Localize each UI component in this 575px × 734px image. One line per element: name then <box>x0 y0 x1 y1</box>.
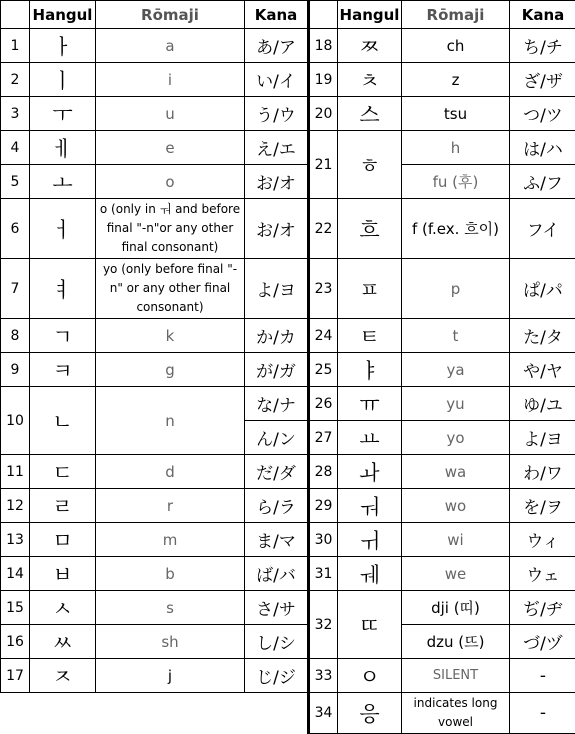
romaji-cell: e <box>96 131 245 165</box>
romaji-cell: k <box>96 319 245 353</box>
table-row <box>309 557 575 591</box>
table-row <box>309 421 575 455</box>
table-row <box>309 97 575 131</box>
row-number: 31 <box>309 557 338 591</box>
hangul-cell: ㅍ <box>338 259 402 319</box>
hangul-cell: ㅏ <box>30 29 96 63</box>
kana-cell: ウィ <box>510 523 575 557</box>
row-number: 18 <box>309 29 338 63</box>
romaji-cell: m <box>96 523 245 557</box>
header-num <box>1 1 30 29</box>
kana-cell: え/エ <box>245 131 308 165</box>
romaji-cell: d <box>96 455 245 489</box>
romaji-cell: s <box>96 591 245 625</box>
romaji-cell: ch <box>402 29 510 63</box>
row-number: 15 <box>1 591 30 625</box>
header-hangul: Hangul <box>338 1 402 29</box>
hangul-cell: ㅌ <box>338 319 402 353</box>
table-row <box>309 319 575 353</box>
row-number: 20 <box>309 97 338 131</box>
header-romaji: Rōmaji <box>402 1 510 29</box>
header-kana: Kana <box>245 1 308 29</box>
kana-cell: ざ/ザ <box>510 63 575 97</box>
hangul-cell: ㅠ <box>338 387 402 421</box>
row-number: 34 <box>309 693 338 734</box>
kana-cell: か/カ <box>245 319 308 353</box>
kana-cell: ま/マ <box>245 523 308 557</box>
kana-cell: - <box>510 659 575 693</box>
row-number: 10 <box>1 387 30 455</box>
table-row <box>309 199 575 259</box>
kana-cell: あ/ア <box>245 29 308 63</box>
hangul-cell: ㅟ <box>338 523 402 557</box>
kana-cell: ぢ/ヂ <box>510 591 575 625</box>
romaji-cell: g <box>96 353 245 387</box>
table-row <box>309 259 575 319</box>
hangul-cell: ㅅ <box>30 591 96 625</box>
row-number: 19 <box>309 63 338 97</box>
table-row <box>1 387 308 421</box>
romaji-cell: r <box>96 489 245 523</box>
table-row <box>309 353 575 387</box>
hangul-cell: 응 <box>338 693 402 734</box>
hangul-cell: ㅆ <box>30 625 96 659</box>
row-number: 25 <box>309 353 338 387</box>
romaji-cell: sh <box>96 625 245 659</box>
hangul-cell: ㅈ <box>30 659 96 693</box>
hangul-cell: ㄴ <box>30 387 96 455</box>
header-romaji: Rōmaji <box>96 1 245 29</box>
row-number: 1 <box>1 29 30 63</box>
kana-cell: ら/ラ <box>245 489 308 523</box>
hangul-cell: ㅋ <box>30 353 96 387</box>
romaji-cell: dji (띠) <box>402 591 510 625</box>
table-row <box>309 63 575 97</box>
kana-cell: わ/ワ <box>510 455 575 489</box>
row-number: 30 <box>309 523 338 557</box>
hangul-cell: 스 <box>338 97 402 131</box>
kana-cell: つ/ツ <box>510 97 575 131</box>
romaji-cell: wa <box>402 455 510 489</box>
kana-cell: ゆ/ユ <box>510 387 575 421</box>
header-row <box>309 1 575 29</box>
header-row <box>1 1 308 29</box>
hangul-cell: ㅓ <box>30 199 96 259</box>
table-row <box>1 557 308 591</box>
kana-cell: お/オ <box>245 199 308 259</box>
row-number: 7 <box>1 259 30 319</box>
hangul-cell: ㅂ <box>30 557 96 591</box>
romaji-cell: yo (only before final "-n" or any other final consonant) <box>96 259 245 319</box>
hangul-cell: ㅉ <box>338 29 402 63</box>
hangul-cell: ㄹ <box>30 489 96 523</box>
row-number: 6 <box>1 199 30 259</box>
row-number: 23 <box>309 259 338 319</box>
romaji-cell: yo <box>402 421 510 455</box>
kana-cell: う/ウ <box>245 97 308 131</box>
kana-cell: は/ハ <box>510 131 575 165</box>
table-row <box>309 29 575 63</box>
table-row <box>1 523 308 557</box>
romaji-cell: a <box>96 29 245 63</box>
row-number: 13 <box>1 523 30 557</box>
hangul-cell: ㅎ <box>338 131 402 199</box>
table-row <box>1 259 308 319</box>
kana-cell: ぱ/パ <box>510 259 575 319</box>
kana-cell: よ/ヨ <box>510 421 575 455</box>
table-row <box>309 659 575 693</box>
table-row <box>1 63 308 97</box>
row-number: 26 <box>309 387 338 421</box>
romaji-cell: b <box>96 557 245 591</box>
kana-cell: な/ナ <box>245 387 308 421</box>
table-row <box>309 387 575 421</box>
romaji-cell: tsu <box>402 97 510 131</box>
hangul-cell: ㅛ <box>338 421 402 455</box>
kana-cell: - <box>510 693 575 734</box>
row-number: 11 <box>1 455 30 489</box>
romaji-cell: f (f.ex. 흐이) <box>402 199 510 259</box>
romaji-cell: SILENT <box>402 659 510 693</box>
row-number: 5 <box>1 165 30 199</box>
row-number: 27 <box>309 421 338 455</box>
hangul-cell: ㅔ <box>30 131 96 165</box>
kana-cell: お/オ <box>245 165 308 199</box>
kana-cell: じ/ジ <box>245 659 308 693</box>
table-row <box>1 489 308 523</box>
row-number: 32 <box>309 591 338 659</box>
row-number: 14 <box>1 557 30 591</box>
kana-cell: さ/サ <box>245 591 308 625</box>
kana-cell: づ/ヅ <box>510 625 575 659</box>
romaji-cell: dzu (뜨) <box>402 625 510 659</box>
hangul-cell: ㄱ <box>30 319 96 353</box>
table-row <box>1 29 308 63</box>
hangul-cell: 흐 <box>338 199 402 259</box>
kana-cell: が/ガ <box>245 353 308 387</box>
hangul-cell: ㅣ <box>30 63 96 97</box>
kana-cell: ち/チ <box>510 29 575 63</box>
row-number: 4 <box>1 131 30 165</box>
row-number: 16 <box>1 625 30 659</box>
hangul-cell: ㅞ <box>338 557 402 591</box>
table-row <box>309 523 575 557</box>
kana-cell: や/ヤ <box>510 353 575 387</box>
kana-cell: ん/ン <box>245 421 308 455</box>
kana-cell: よ/ヨ <box>245 259 308 319</box>
header-num <box>309 1 338 29</box>
kana-cell: だ/ダ <box>245 455 308 489</box>
header-kana: Kana <box>510 1 575 29</box>
hangul-cell: ㅜ <box>30 97 96 131</box>
romaji-cell: fu (후) <box>402 165 510 199</box>
row-number: 28 <box>309 455 338 489</box>
row-number: 12 <box>1 489 30 523</box>
romaji-cell: wi <box>402 523 510 557</box>
right-table <box>307 0 575 734</box>
row-number: 24 <box>309 319 338 353</box>
row-number: 29 <box>309 489 338 523</box>
kana-cell: ウェ <box>510 557 575 591</box>
row-number: 22 <box>309 199 338 259</box>
table-row <box>309 489 575 523</box>
row-number: 21 <box>309 131 338 199</box>
romaji-cell: z <box>402 63 510 97</box>
table-row <box>309 455 575 489</box>
romaji-cell: we <box>402 557 510 591</box>
table-row <box>1 625 308 659</box>
hangul-cell: ㅘ <box>338 455 402 489</box>
kana-cell: ば/バ <box>245 557 308 591</box>
hangul-cell: ㅗ <box>30 165 96 199</box>
romaji-cell: i <box>96 63 245 97</box>
kana-cell: フイ <box>510 199 575 259</box>
table-row <box>309 693 575 734</box>
kana-cell: い/イ <box>245 63 308 97</box>
row-number: 8 <box>1 319 30 353</box>
kana-cell: ふ/フ <box>510 165 575 199</box>
table-row <box>1 319 308 353</box>
kana-cell: た/タ <box>510 319 575 353</box>
hangul-cell: ㅑ <box>338 353 402 387</box>
row-number: 2 <box>1 63 30 97</box>
romaji-cell: indicates long vowel <box>402 693 510 734</box>
romaji-cell: ya <box>402 353 510 387</box>
romaji-cell: o <box>96 165 245 199</box>
kana-cell: を/ヲ <box>510 489 575 523</box>
romaji-cell: yu <box>402 387 510 421</box>
romaji-cell: wo <box>402 489 510 523</box>
romaji-cell: o (only in ㅝ and before final "-n"or any other final consonant) <box>96 199 245 259</box>
hangul-cell: ㅇ <box>338 659 402 693</box>
table-row <box>309 591 575 625</box>
romaji-cell: j <box>96 659 245 693</box>
romaji-cell: t <box>402 319 510 353</box>
table-row <box>1 97 308 131</box>
kana-cell: し/シ <box>245 625 308 659</box>
hangul-cell: ㄷ <box>30 455 96 489</box>
header-hangul: Hangul <box>30 1 96 29</box>
table-row <box>1 353 308 387</box>
row-number: 17 <box>1 659 30 693</box>
romaji-cell: u <box>96 97 245 131</box>
hangul-cell: ㅊ <box>338 63 402 97</box>
table-row <box>1 659 308 693</box>
romaji-cell: n <box>96 387 245 455</box>
hangul-cell: ㅁ <box>30 523 96 557</box>
table-row <box>1 455 308 489</box>
romaji-cell: h <box>402 131 510 165</box>
romaji-cell: p <box>402 259 510 319</box>
table-row <box>1 199 308 259</box>
table-row <box>1 591 308 625</box>
table-row <box>1 131 308 165</box>
hangul-cell: ㄸ <box>338 591 402 659</box>
hangul-cell: ㅝ <box>338 489 402 523</box>
table-row <box>1 165 308 199</box>
hangul-cell: ㅕ <box>30 259 96 319</box>
row-number: 33 <box>309 659 338 693</box>
row-number: 3 <box>1 97 30 131</box>
table-row <box>309 131 575 165</box>
row-number: 9 <box>1 353 30 387</box>
